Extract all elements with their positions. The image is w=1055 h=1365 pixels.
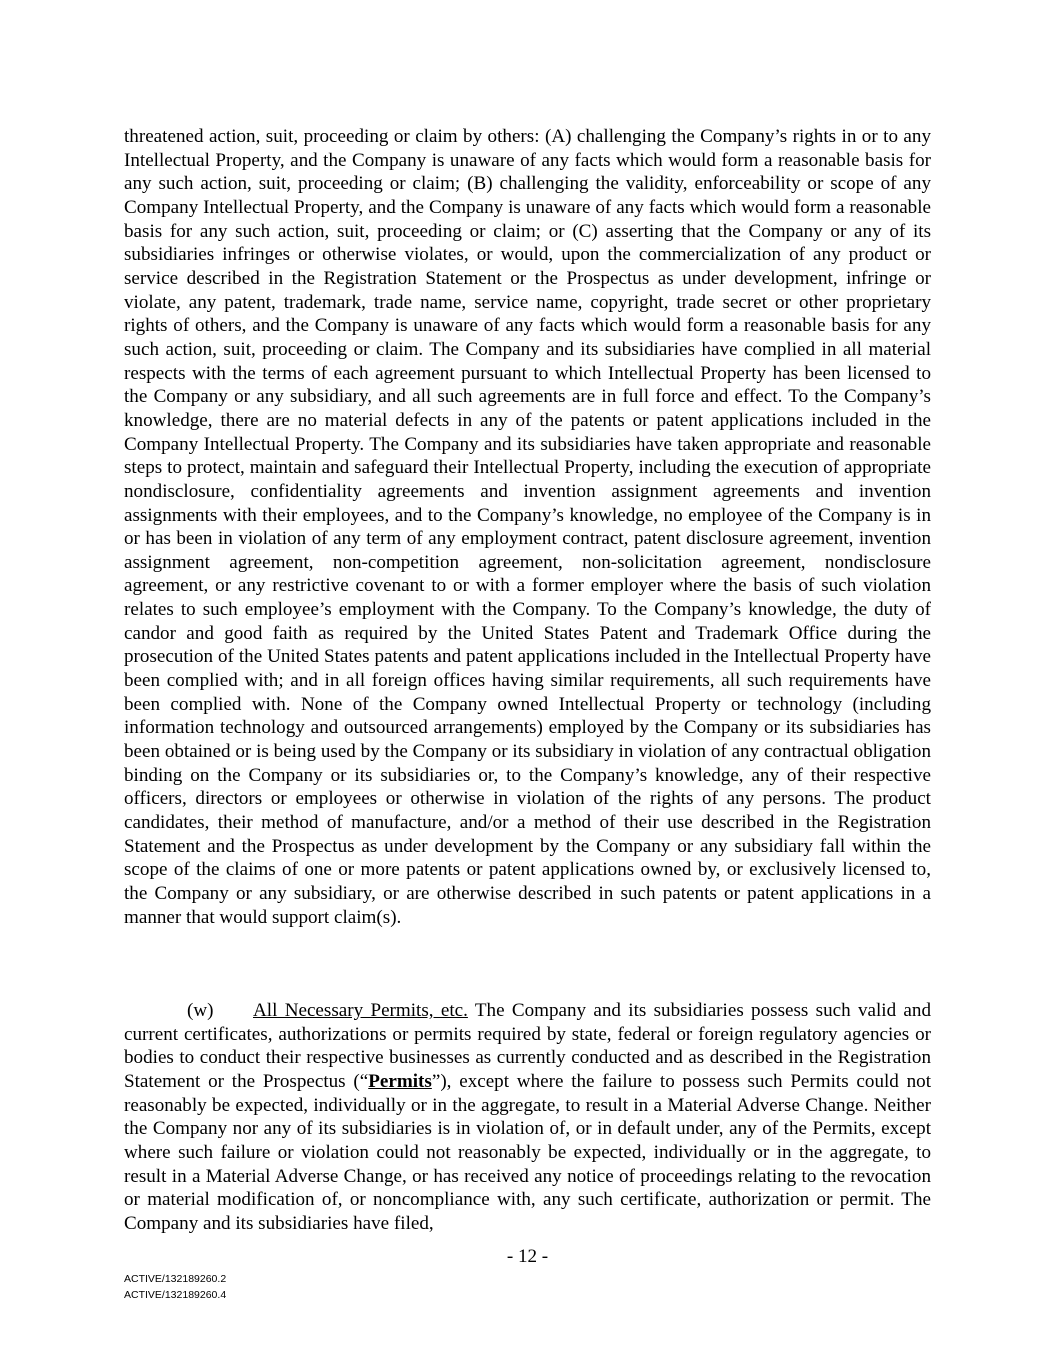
section-heading: All Necessary Permits, etc. bbox=[253, 1000, 468, 1021]
paragraph-intellectual-property: threatened action, suit, proceeding or claim by others: (A) challenging the Company’s rights in or to any Intellectual Property, and the Company is unaware of any facts which would form a reasonable basis for any such action, suit, proceeding or claim; (B) challenging the validity, enforceability or scope of any Company Intellectual Property, and the Company is unaware of any facts which would form a reasonable basis for any such action, suit, proceeding or claim; or (C) asserting that the Company or any of its subsidiaries infringes or otherwise violates, or would, upon the commercialization of any product or service described in the Registration Statement or the Prospectus as under development, infringe or violate, any patent, trademark, trade name, service name, copyright, trade secret or other proprietary rights of others, and the Company is unaware of any facts which would form a reasonable basis for any such action, suit, proceeding or claim. The Company and its subsidiaries have complied in all material respects with the terms of each agreement pursuant to which Intellectual Property has been licensed to the Company or any subsidiary, and all such agreements are in full force and effect. To the Company’s knowledge, there are no material defects in any of the patents or patent applications included in the Company Intellectual Property. The Company and its subsidiaries have taken appropriate and reasonable steps to protect, maintain and safeguard their Intellectual Property, including the execution of appropriate nondisclosure, confidentiality agreements and invention assignment agreements and invention assignments with their employees, and to the Company’s knowledge, no employee of the Company is in or has been in violation of any term of any employment contract, patent disclosure agreement, invention assignment agreement, non-competition agreement, non-solicitation agreement, nondisclosure agreement, or any restrictive covenant to or with a former employer where the basis of such violation relates to such employee’s employment with the Company. To the Company’s knowledge, the duty of candor and good faith as required by the United States Patent and Trademark Office during the prosecution of the United States patents and patent applications included in the Intellectual Property have been complied with; and in all foreign offices having similar requirements, all such requirements have been complied with. None of the Company owned Intellectual Property or technology (including information technology and outsourced arrangements) employed by the Company or its subsidiaries has been obtained or is being used by the Company or its subsidiary in violation of any contractual obligation binding on the Company or its subsidiaries or, to the Company’s knowledge, any of their respective officers, directors or employees or otherwise in violation of the rights of any persons. The product candidates, their method of manufacture, and/or a method of their use described in the Registration Statement and the Prospectus as under development by the Company or any subsidiary fall within the scope of the claims of one or more patents or patent applications owned by, or exclusively licensed to, the Company or any subsidiary, or are otherwise described in such patents or patent applications in a manner that would support claim(s). bbox=[124, 126, 931, 928]
defined-term: Permits bbox=[368, 1070, 432, 1092]
paragraph-text-before-term: The Company and its subsidiaries possess such valid and current certificates, authorizations or permits required by state, federal or foreign regulatory agencies or bodies to conduct their respective businesses as currently conducted and as described in the Registration Statement or the Prospectus (“ bbox=[124, 1000, 931, 1092]
page-number: - 12 - bbox=[506, 1246, 549, 1267]
paragraph-permits bbox=[124, 999, 931, 1236]
paragraph-text-after-term: ”), except where the failure to possess such Permits could not reasonably be expected, individually or in the aggregate, to result in a Material Adverse Change. Neither the Company nor any of its subsidiaries is in violation of, or in default under, any of the Permits, except where such failure or violation could not reasonably be expected, individually or in the aggregate, to result in a Material Adverse Change, or has received any notice of proceedings relating to the revocation or material modification of, or noncompliance with, any such certificate, authorization or permit. The Company and its subsidiaries have filed, bbox=[124, 1070, 932, 1234]
document-id: ACTIVE/132189260.4 bbox=[124, 1289, 227, 1301]
item-marker: (w) bbox=[187, 1000, 214, 1021]
document-id: ACTIVE/132189260.2 bbox=[124, 1273, 227, 1285]
